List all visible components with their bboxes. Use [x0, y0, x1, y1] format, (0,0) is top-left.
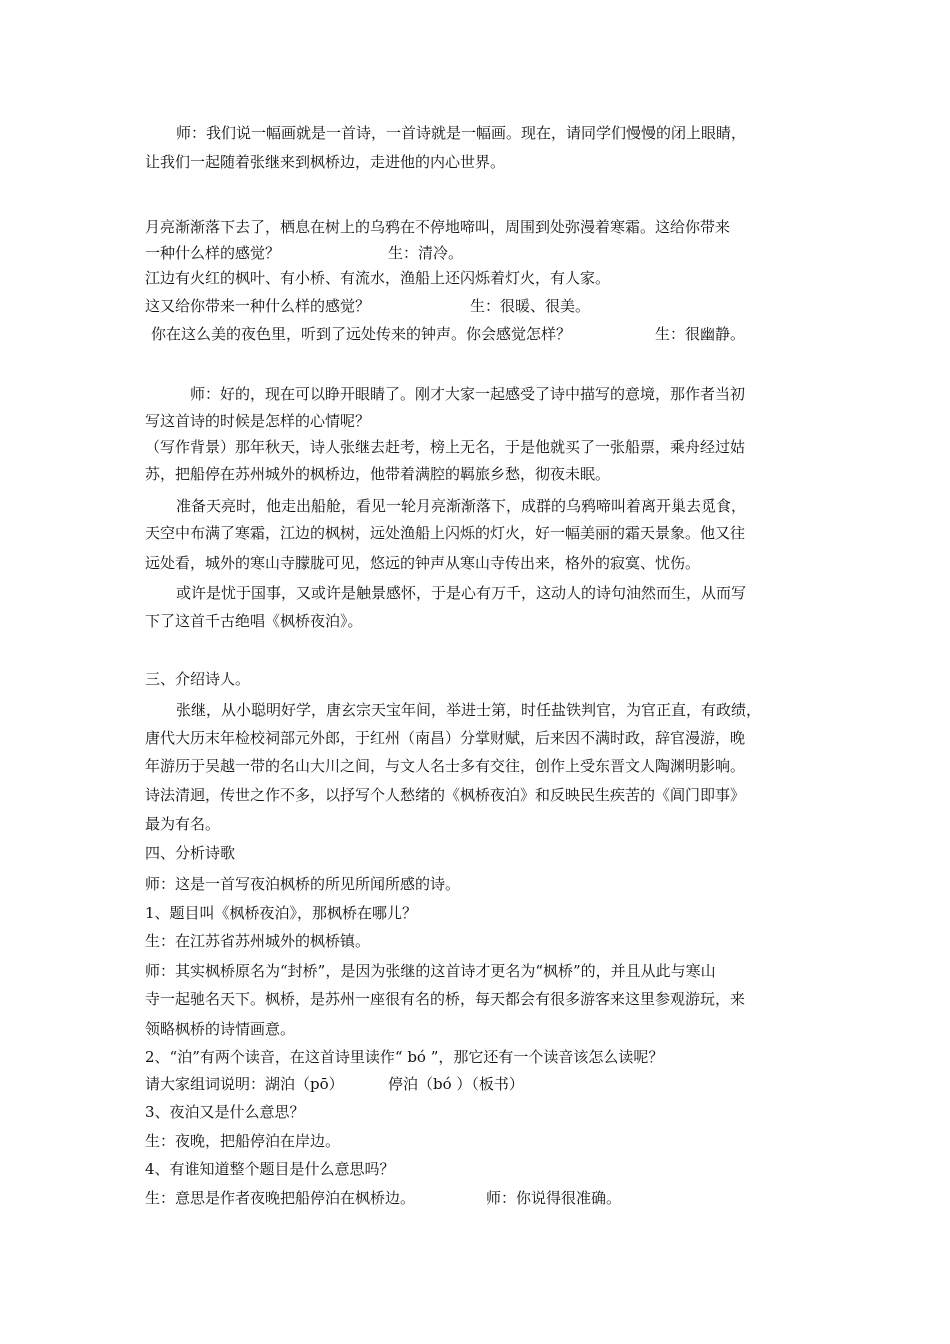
- background-para-1-line-2: 苏，把船停在苏州城外的枫桥边，他带着满腔的羁旅乡愁，彻夜未眠。: [145, 465, 611, 483]
- analysis-question-1: 1、题目叫《枫桥夜泊》，那枫桥在哪儿？: [145, 904, 418, 922]
- analysis-teacher-4: 师：你说得很准确。: [486, 1189, 622, 1207]
- teacher-open-eyes-line-1: 师：好的，现在可以睁开眼睛了。刚才大家一起感受了诗中描写的意境，那作者当初: [190, 385, 746, 403]
- analysis-teacher-1-line-2: 寺一起驰名天下。枫桥，是苏州一座很有名的桥，每天都会有很多游客来这里参观游玩，来: [145, 990, 746, 1008]
- analysis-question-2: 2、“泊”有两个读音，在这首诗里读作“ bó ”，那它还有一个读音该怎么读呢？: [145, 1048, 664, 1066]
- teacher-intro-line-2: 让我们一起随着张继来到枫桥边，走进他的内心世界。: [145, 153, 506, 171]
- analysis-intro: 师：这是一首写夜泊枫桥的所见所闻所感的诗。: [145, 875, 461, 893]
- analysis-answer-4: 生：意思是作者夜晚把船停泊在枫桥边。: [145, 1189, 416, 1207]
- analysis-question-2-words-a: 请大家组词说明：湖泊（pō）: [145, 1075, 344, 1093]
- analysis-question-2-words-b: 停泊（bó ）（板书）: [388, 1075, 524, 1093]
- poet-bio-line-3: 年游历于吴越一带的名山大川之间，与文人名士多有交往，创作上受东晋文人陶渊明影响。: [145, 757, 746, 775]
- background-para-2-line-3: 远处看，城外的寒山寺朦胧可见，悠远的钟声从寒山寺传出来，格外的寂寞、忧伤。: [145, 554, 701, 572]
- student-answer-1: 生：清冷。: [388, 244, 464, 262]
- background-para-2-line-1: 准备天亮时，他走出船舱，看见一轮月亮渐渐落下，成群的乌鸦啼叫着离开巢去觅食，: [176, 497, 747, 515]
- student-answer-2: 生：很暖、很美。: [470, 297, 591, 315]
- teacher-open-eyes-line-2: 写这首诗的时候是怎样的心情呢？: [145, 412, 371, 430]
- poet-bio-line-2: 唐代大历末年检校祠部元外郎，于红州（南昌）分掌财赋，后来因不满时政，辞官漫游，晚: [145, 729, 746, 747]
- imagery-question-1-line-2: 一种什么样的感觉？: [145, 244, 281, 262]
- background-para-3-line-2: 下了这首千古绝唱《枫桥夜泊》。: [145, 612, 363, 630]
- imagery-question-2-line-1: 江边有火红的枫叶、有小桥、有流水，渔船上还闪烁着灯火，有人家。: [145, 269, 611, 287]
- analysis-question-3: 3、夜泊又是什么意思？: [145, 1103, 305, 1121]
- poet-bio-line-1: 张继，从小聪明好学，唐玄宗天宝年间，举进士第，时任盐铁判官，为官正直，有政绩，: [176, 701, 762, 719]
- imagery-question-1-line-1: 月亮渐渐落下去了，栖息在树上的乌鸦在不停地啼叫，周围到处弥漫着寒霜。这给你带来: [145, 218, 731, 236]
- section-heading-poet: 三、介绍诗人。: [145, 670, 251, 688]
- analysis-answer-3: 生：夜晚，把船停泊在岸边。: [145, 1132, 341, 1150]
- imagery-question-3: 你在这么美的夜色里，听到了远处传来的钟声。你会感觉怎样？: [151, 325, 572, 343]
- analysis-question-4: 4、有谁知道整个题目是什么意思吗？: [145, 1160, 395, 1178]
- poet-bio-line-4: 诗法清迥，传世之作不多，以抒写个人愁绪的《枫桥夜泊》和反映民生疾苦的《阊门即事》: [145, 786, 746, 804]
- analysis-answer-1: 生：在江苏省苏州城外的枫桥镇。: [145, 932, 371, 950]
- section-heading-analysis: 四、分析诗歌: [145, 844, 236, 862]
- teacher-intro-line-1: 师：我们说一幅画就是一首诗，一首诗就是一幅画。现在，请同学们慢慢的闭上眼睛，: [176, 124, 747, 142]
- background-para-3-line-1: 或许是忧于国事，又或许是触景感怀，于是心有万千，这动人的诗句油然而生，从而写: [176, 584, 747, 602]
- analysis-teacher-1-line-3: 领略枫桥的诗情画意。: [145, 1020, 296, 1038]
- background-para-1-line-1: （写作背景）那年秋天，诗人张继去赶考，榜上无名，于是他就买了一张船票，乘舟经过姑: [145, 438, 746, 456]
- poet-bio-line-5: 最为有名。: [145, 815, 221, 833]
- student-answer-3: 生：很幽静。: [655, 325, 746, 343]
- imagery-question-2-line-2: 这又给你带来一种什么样的感觉？: [145, 297, 371, 315]
- background-para-2-line-2: 天空中布满了寒霜，江边的枫树，远处渔船上闪烁的灯火，好一幅美丽的霜天景象。他又往: [145, 524, 746, 542]
- analysis-teacher-1-line-1: 师：其实枫桥原名为“封桥”，是因为张继的这首诗才更名为“枫桥”的，并且从此与寒山: [145, 962, 716, 980]
